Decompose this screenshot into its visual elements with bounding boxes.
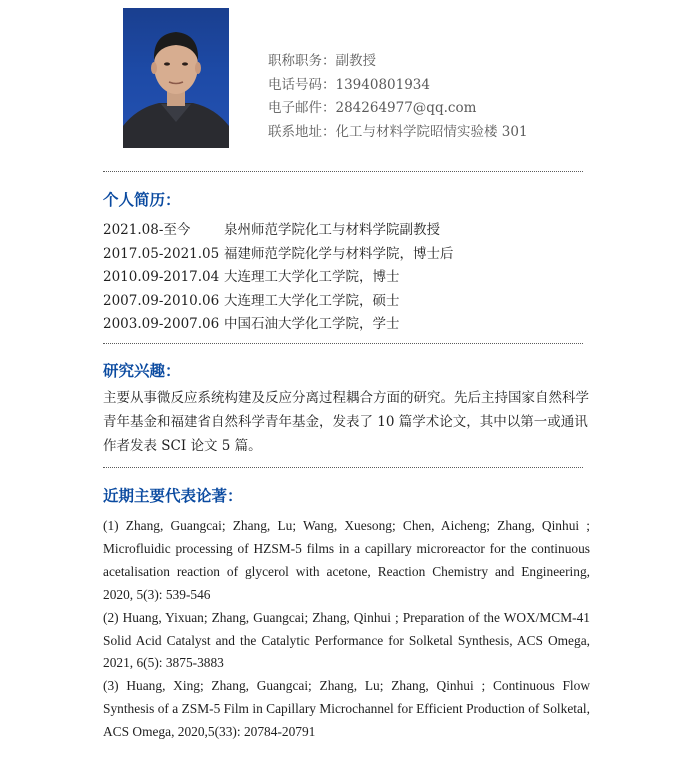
contact-label: 电话号码： xyxy=(268,76,336,93)
resume-entry xyxy=(103,290,454,314)
resume-desc: 大连理工大学化工学院，硕士 xyxy=(224,292,400,309)
contact-address-row xyxy=(268,121,528,145)
resume-list xyxy=(103,219,454,337)
contact-label: 职称职务： xyxy=(268,53,336,69)
dotted-divider xyxy=(103,343,583,344)
resume-entry xyxy=(103,266,454,290)
research-text: 主要从事微反应系统构建及反应分离过程耦合方面的研究。先后主持国家自然科学青年基金和福建省自然科学青年基金，发表了 10 篇学术论文，其中以第一或通讯作者发表 SCI 论文 5 篇。 xyxy=(103,390,589,454)
portrait-photo xyxy=(123,8,229,148)
resume-period: 2021.08-至今 xyxy=(103,222,191,238)
contact-label: 电子邮件： xyxy=(268,100,336,117)
contact-info xyxy=(268,50,528,144)
resume-desc: 泉州师范学院化工与材料学院副教授 xyxy=(224,222,440,238)
resume-heading: 个人简历： xyxy=(103,191,181,209)
contact-phone-row xyxy=(268,74,528,98)
contact-value: 化工与材料学院昭情实验楼 301 xyxy=(335,123,528,140)
contact-value: 副教授 xyxy=(335,53,376,69)
contact-email-row xyxy=(268,97,528,121)
resume-entry xyxy=(103,219,454,243)
resume-period: 2007.09-2010.06 xyxy=(103,292,220,309)
research-heading: 研究兴趣： xyxy=(103,362,181,380)
publication-list xyxy=(103,515,590,744)
resume-period: 2010.09-2017.04 xyxy=(103,269,220,286)
dotted-divider xyxy=(103,467,583,468)
resume-desc: 福建师范学院化学与材料学院，博士后 xyxy=(224,245,454,262)
resume-entry xyxy=(103,243,454,267)
person-silhouette-icon xyxy=(123,8,229,148)
resume-desc: 大连理工大学化工学院，博士 xyxy=(224,269,400,286)
contact-value: 284264977@qq.com xyxy=(335,100,477,117)
resume-entry xyxy=(103,313,454,337)
contact-label: 联系地址： xyxy=(268,123,336,140)
contact-title-row xyxy=(268,50,528,74)
resume-desc: 中国石油大学化工学院，学士 xyxy=(224,316,400,333)
publication-item: (1) Zhang, Guangcai; Zhang, Lu; Wang, Xuesong; Chen, Aicheng; Zhang, Qinhui ; Microfluidic processing of HZSM-5 films in a capillary microreactor for the continuous acetalisation reaction of glycerol with acetone, Reaction Chemistry and Engineering, 2020, 5(3): 539-546 xyxy=(103,518,590,602)
resume-period: 2017.05-2021.05 xyxy=(103,245,220,262)
contact-value: 13940801934 xyxy=(335,76,430,93)
publications-heading: 近期主要代表论著： xyxy=(103,487,243,505)
dotted-divider xyxy=(103,171,583,172)
publication-item: (3) Huang, Xing; Zhang, Guangcai; Zhang, Lu; Zhang, Qinhui ; Continuous Flow Synthesis of a ZSM-5 Film in Capillary Microchannel for Efficient Production of Solketal, ACS Omega, 2020,5(33): 20784-20791 xyxy=(103,678,590,740)
publication-item: (2) Huang, Yixuan; Zhang, Guangcai; Zhang, Qinhui ; Preparation of the WOX/MCM-41 Solid Acid Catalyst and the Catalytic Performance for Solketal Synthesis, ACS Omega, 2021, 6(5): 3875-3883 xyxy=(103,609,590,671)
resume-period: 2003.09-2007.06 xyxy=(103,316,220,333)
